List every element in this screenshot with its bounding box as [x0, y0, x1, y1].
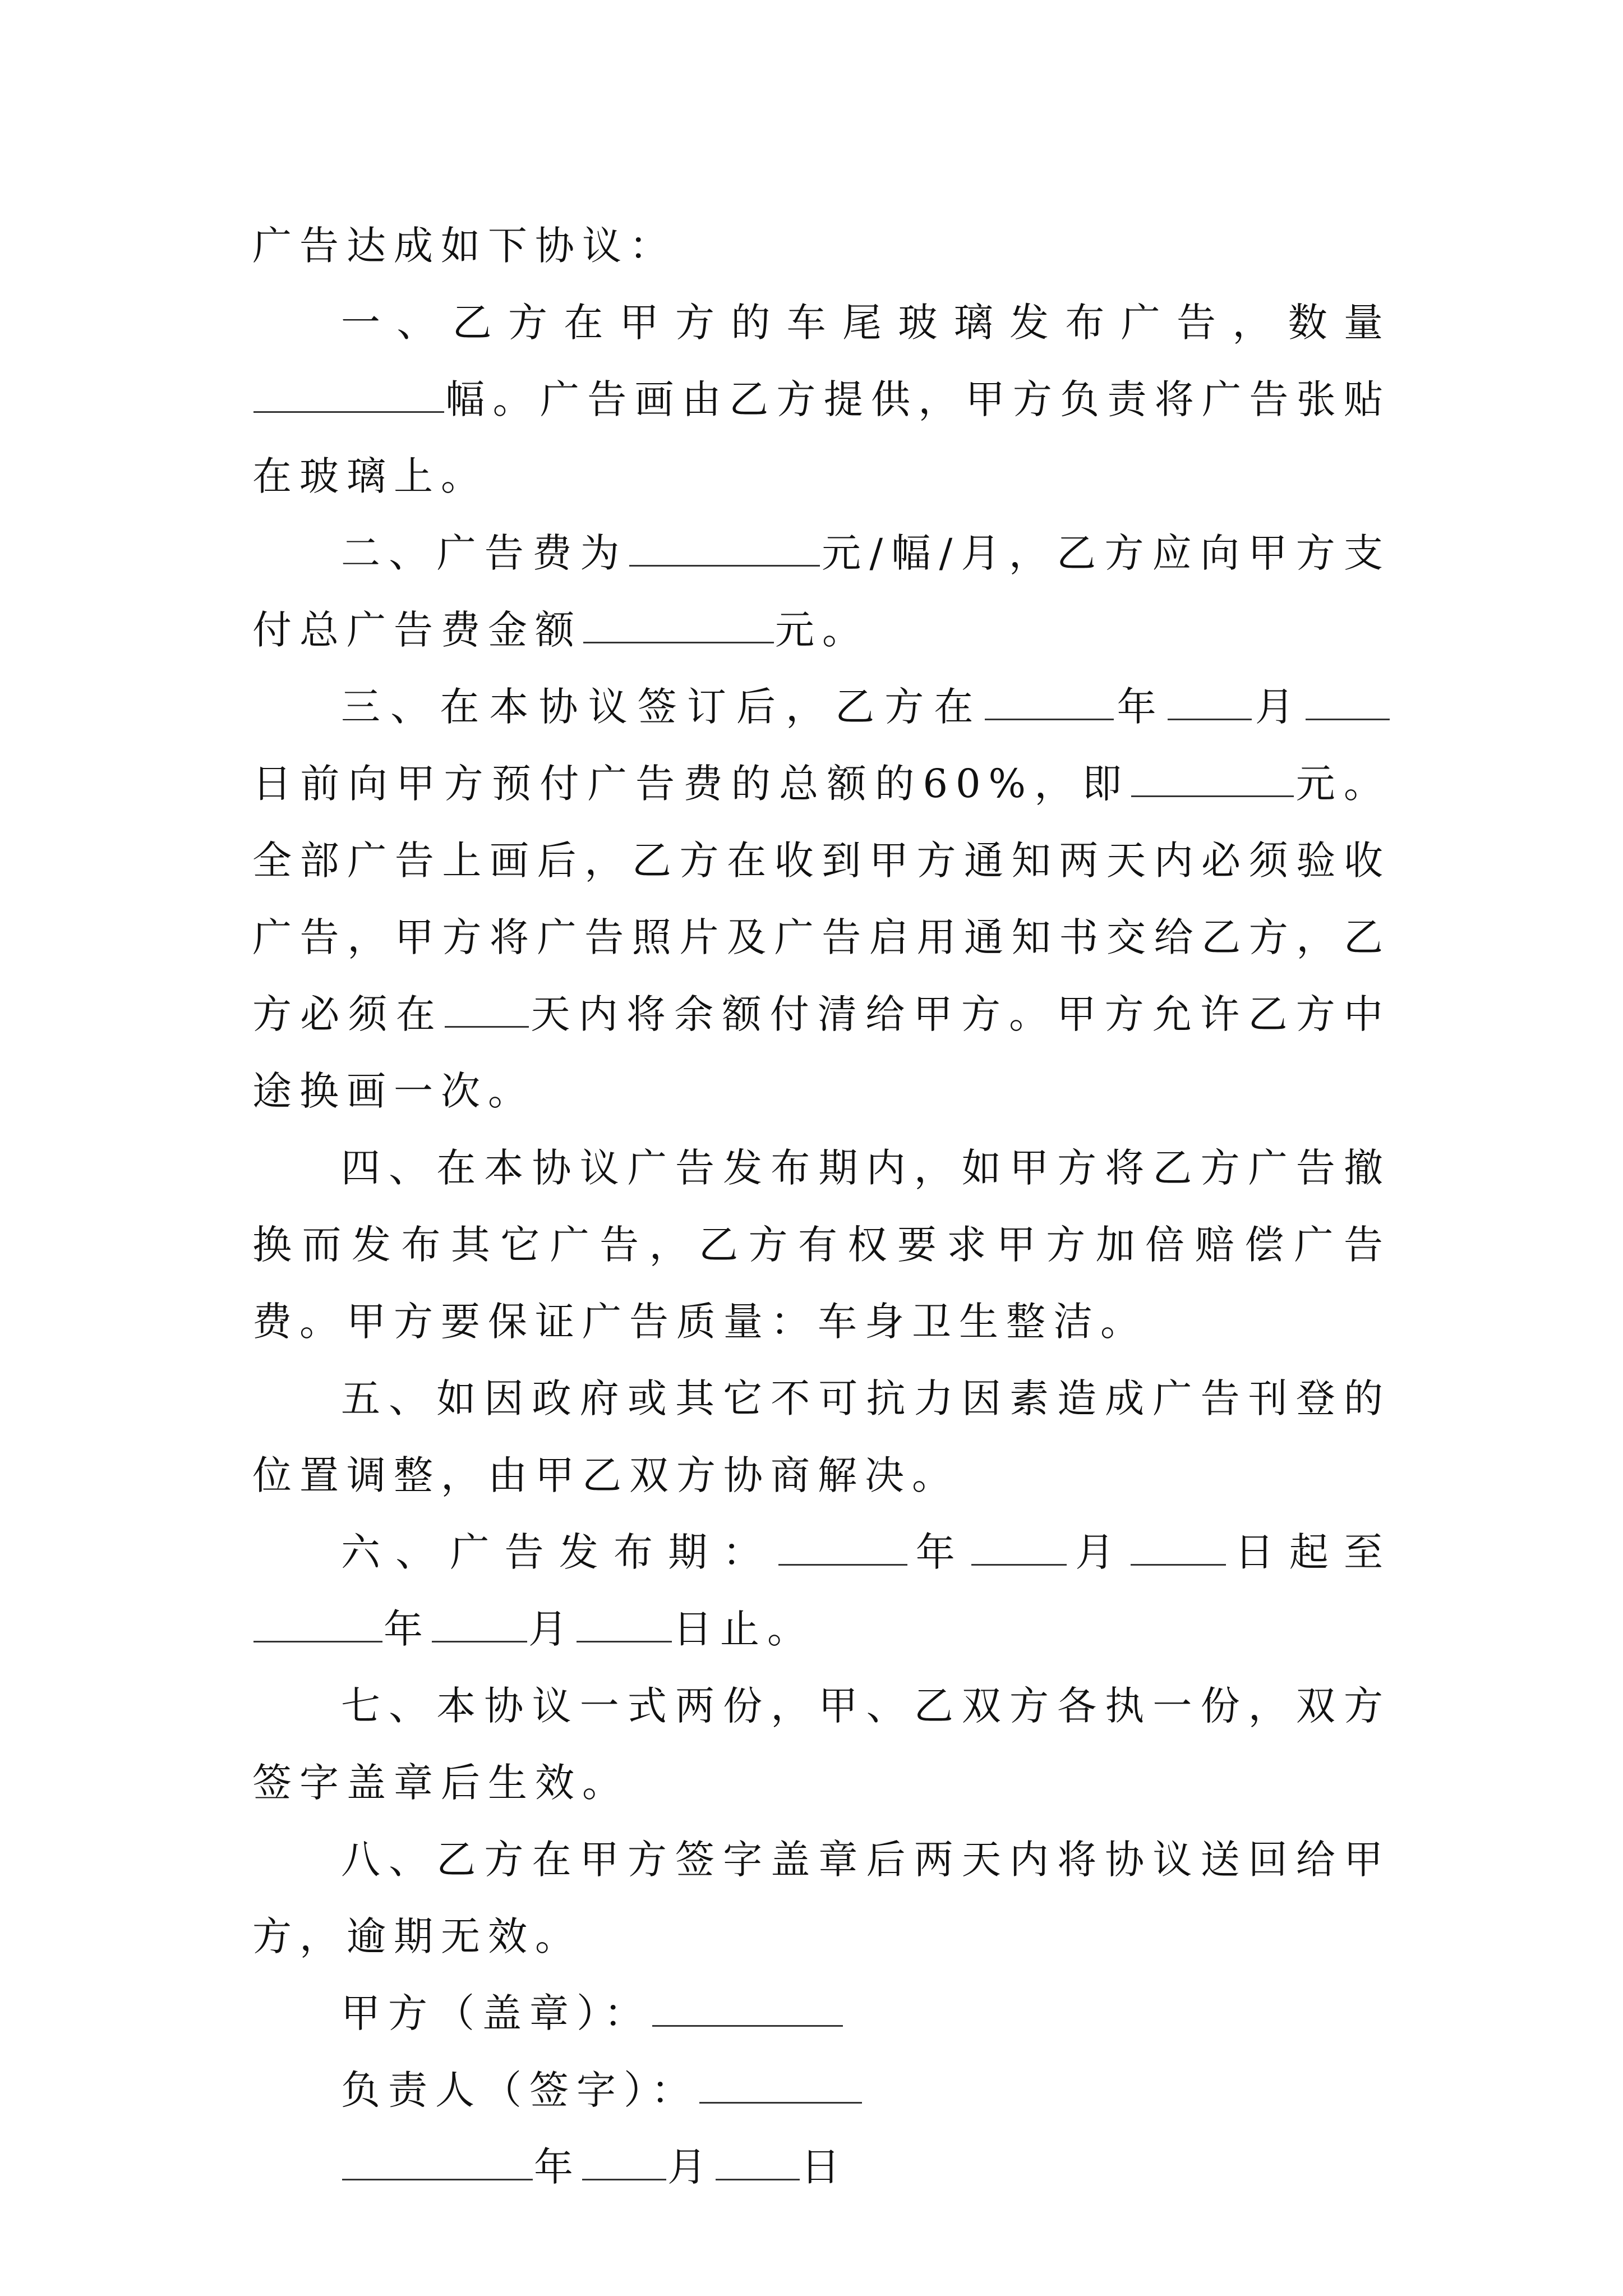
clause-6-text-d: 日起至 [1227, 1529, 1391, 1575]
end-month-blank[interactable] [432, 1602, 527, 1642]
prepay-day-blank[interactable] [1306, 679, 1390, 720]
sign-year-blank[interactable] [342, 2139, 533, 2180]
prepay-year-blank[interactable] [985, 679, 1114, 720]
clause-2-text-c: 元。 [775, 607, 869, 653]
start-month-blank[interactable] [971, 1525, 1067, 1566]
clause-2-text-a: 二、广告费为 [341, 530, 628, 576]
clause-6-year-label: 年 [908, 1529, 971, 1575]
clause-6-end-month-label: 月 [528, 1606, 575, 1652]
clause-6-end-year-label: 年 [384, 1606, 431, 1652]
contract-body [252, 208, 1391, 2206]
clause-1-text-a: 一、乙方在甲方的车尾玻璃发布广告，数量 [341, 300, 1391, 346]
sign-day-label: 日 [801, 2144, 848, 2190]
total-fee-blank[interactable] [583, 602, 774, 643]
clause-2-text-b: 元/幅/月，乙方应向甲方支付总广告费金额 [252, 530, 1391, 653]
clause-3-year-label: 年 [1114, 684, 1166, 730]
sign-day-blank[interactable] [716, 2139, 800, 2180]
clause-5-text: 五、如因政府或其它不可抗力因素造成广告刊登的位置调整，由甲乙双方协商解决。 [252, 1375, 1391, 1498]
start-day-blank[interactable] [1131, 1525, 1226, 1566]
clause-6-text-a: 六、广告发布期： [341, 1529, 777, 1575]
balance-days-blank[interactable] [445, 987, 529, 1028]
person-label: 负责人（签字）： [341, 2067, 698, 2113]
sign-date-line [252, 2129, 1391, 2206]
clause-8-text: 八、乙方在甲方签字盖章后两天内将协议送回给甲方，逾期无效。 [252, 1837, 1391, 1959]
clause-2 [252, 515, 1391, 669]
quantity-blank[interactable] [253, 372, 444, 413]
party-a-label: 甲方（盖章）： [341, 1990, 651, 2036]
clause-6-text-g: 日止。 [673, 1606, 814, 1652]
clause-3 [252, 669, 1391, 1130]
clause-7-text: 七、本协议一式两份，甲、乙双方各执一份，双方签字盖章后生效。 [252, 1683, 1391, 1806]
sign-month-label: 月 [667, 2144, 714, 2190]
fee-per-unit-blank[interactable] [629, 526, 820, 567]
clause-4-text: 四、在本协议广告发布期内，如甲方将乙方广告撤换而发布其它广告，乙方有权要求甲方加倍赔偿广告费。甲方要保证广告质量：车身卫生整洁。 [252, 1145, 1391, 1345]
intro-line [252, 208, 1391, 284]
start-year-blank[interactable] [778, 1525, 907, 1566]
clause-4 [252, 1130, 1391, 1360]
clause-1-text-b: 幅。广告画由乙方提供，甲方负责将广告张贴在玻璃上。 [252, 376, 1391, 499]
clause-1 [252, 284, 1391, 515]
end-day-blank[interactable] [577, 1602, 672, 1642]
prepay-month-blank[interactable] [1168, 679, 1252, 720]
sign-month-blank[interactable] [582, 2139, 666, 2180]
clause-3-text-e: 元。全部广告上画后，乙方在收到甲方通知两天内必须验收广告，甲方将广告照片及广告启用通知书交给乙方，乙方必须在 [252, 761, 1391, 1037]
person-sign-line [252, 2052, 1391, 2129]
clause-6-month-label: 月 [1068, 1529, 1130, 1575]
clause-5 [252, 1360, 1391, 1514]
party-a-seal-line [252, 1975, 1391, 2052]
clause-3-text-a: 三、在本协议签订后，乙方在 [341, 684, 984, 730]
clause-3-text-d: 日前向甲方预付广告费的总额的60%，即 [252, 761, 1131, 807]
person-sign-blank[interactable] [699, 2063, 862, 2104]
party-a-seal-blank[interactable] [652, 1986, 843, 2027]
clause-3-month-label: 月 [1252, 684, 1305, 730]
clause-8 [252, 1821, 1391, 1975]
clause-6 [252, 1514, 1391, 1668]
intro-text: 广告达成如下协议： [252, 223, 676, 269]
sign-year-label: 年 [534, 2144, 581, 2190]
end-year-blank[interactable] [253, 1602, 382, 1642]
clause-3-text-f: 天内将余额付清给甲方。甲方允许乙方中途换画一次。 [252, 991, 1391, 1114]
clause-7 [252, 1668, 1391, 1821]
prepay-amount-blank[interactable] [1131, 756, 1294, 797]
